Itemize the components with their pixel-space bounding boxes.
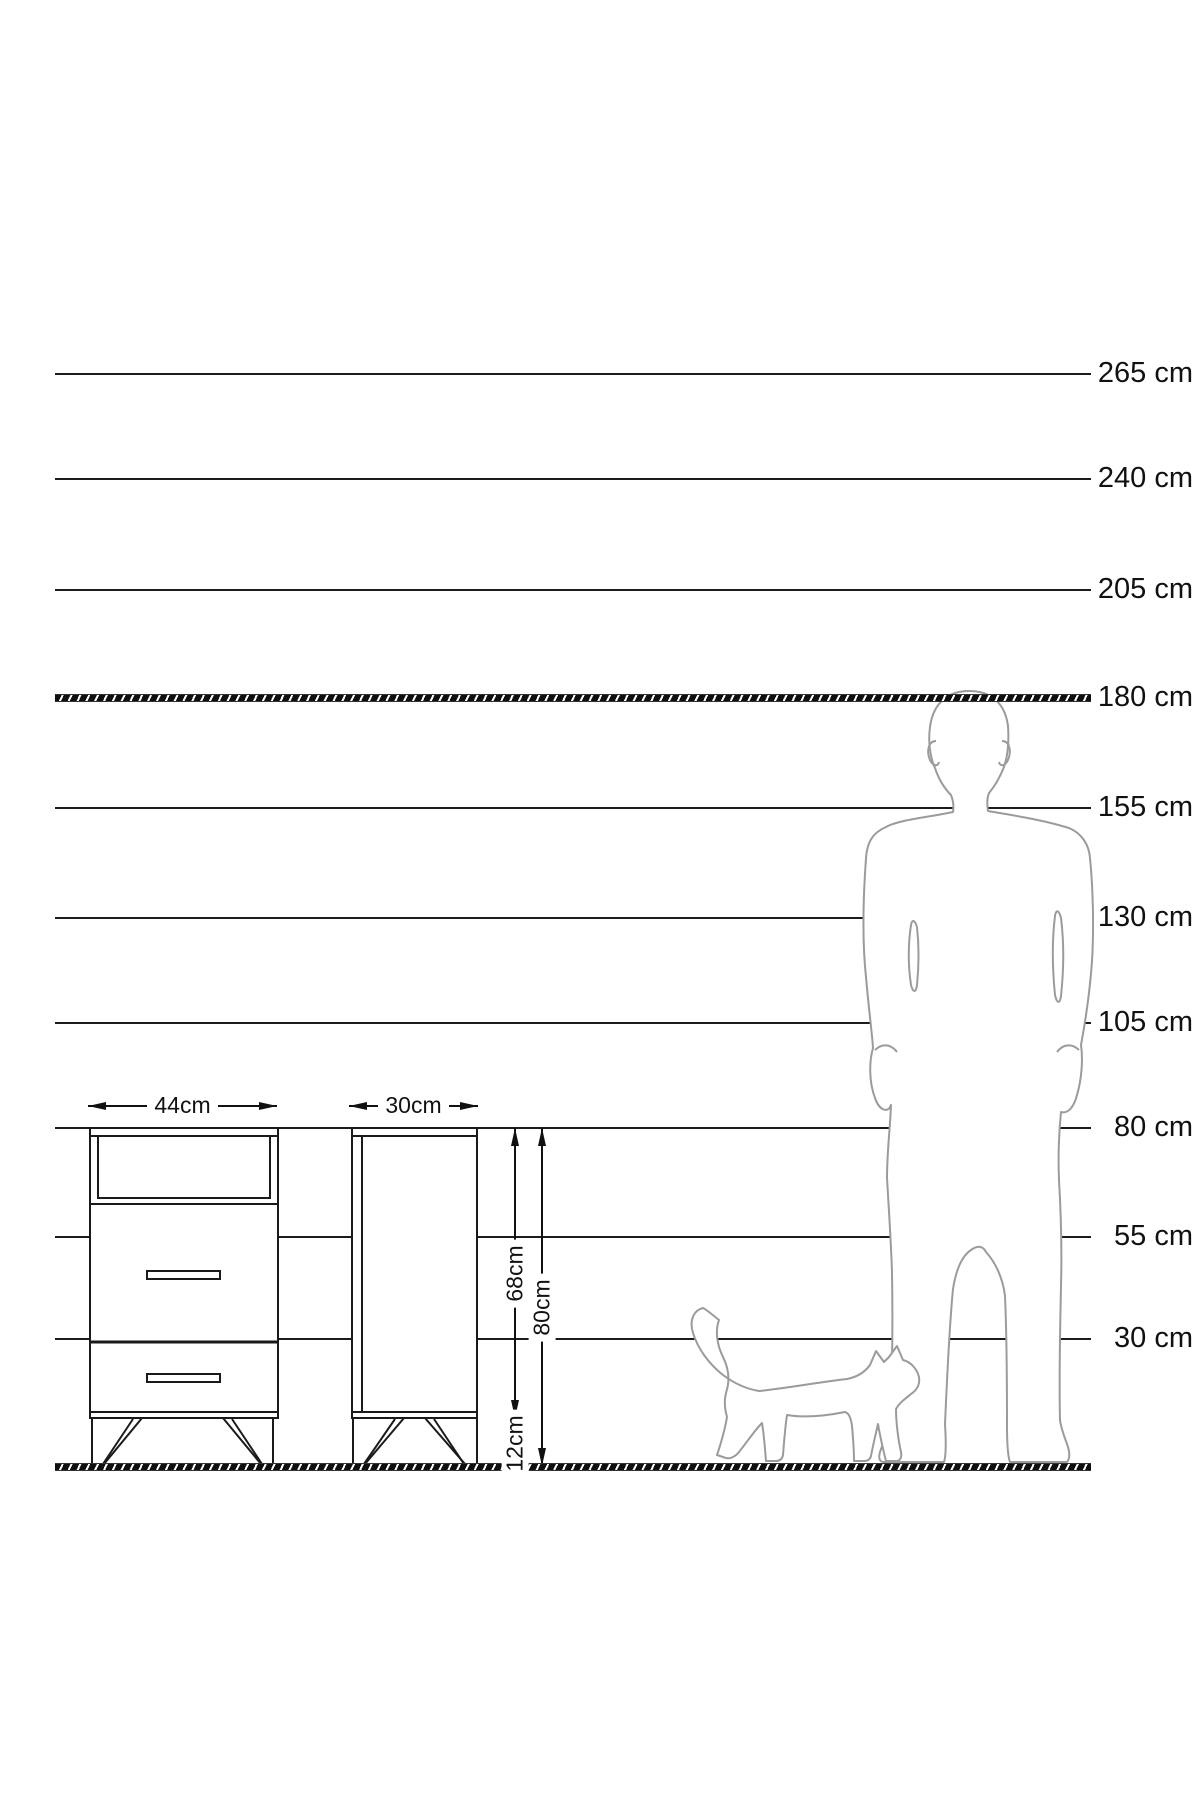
scale-label-205cm: 205 cm: [1097, 573, 1193, 605]
cabinet-front-drawer2-handle: [147, 1374, 220, 1382]
ground-hatch-line: [55, 1463, 1091, 1471]
scale-label-55cm: 55 cm: [1114, 1220, 1193, 1252]
scale-label-240cm: 240 cm: [1097, 462, 1193, 494]
scale-label-180cm: 180 cm: [1097, 681, 1193, 713]
scale-label-80cm: 80 cm: [1114, 1111, 1193, 1143]
side-depth-dimension: [349, 1094, 478, 1117]
scale-label-265cm: 265 cm: [1097, 357, 1193, 389]
cabinet-side-view: [352, 1128, 477, 1464]
dim-arrow-top-80: [538, 1128, 546, 1146]
cabinet-front-right-leg: [223, 1418, 273, 1464]
total-height-label: 80cm: [529, 1273, 556, 1341]
front-width-label: 44cm: [147, 1092, 217, 1118]
scale-label-30cm: 30 cm: [1114, 1322, 1193, 1354]
cabinet-front-drawer1-handle: [147, 1271, 220, 1279]
man-left-sleeve-gap: [909, 921, 919, 991]
scale-label-155cm: 155 cm: [1097, 791, 1193, 823]
scale-line-180cm-hatched: [55, 694, 1091, 702]
scale-label-105cm: 105 cm: [1097, 1006, 1193, 1038]
cabinet-side-body: [352, 1128, 477, 1418]
cat-body-outline: [692, 1308, 920, 1461]
front-width-dimension: [88, 1094, 277, 1117]
cabinet-side-left-leg: [353, 1418, 404, 1464]
side-depth-label: 30cm: [378, 1092, 448, 1118]
cabinet-side-right-leg: [425, 1418, 477, 1464]
body-height-label: 68cm: [502, 1239, 529, 1307]
cat-silhouette: [692, 1308, 920, 1461]
cabinet-front-left-leg: [92, 1418, 142, 1464]
dim-arrow-top-68: [511, 1128, 519, 1146]
scale-label-130cm: 130 cm: [1097, 901, 1193, 933]
cabinet-front-view: [90, 1128, 278, 1464]
leg-height-label: 12cm: [502, 1409, 529, 1477]
